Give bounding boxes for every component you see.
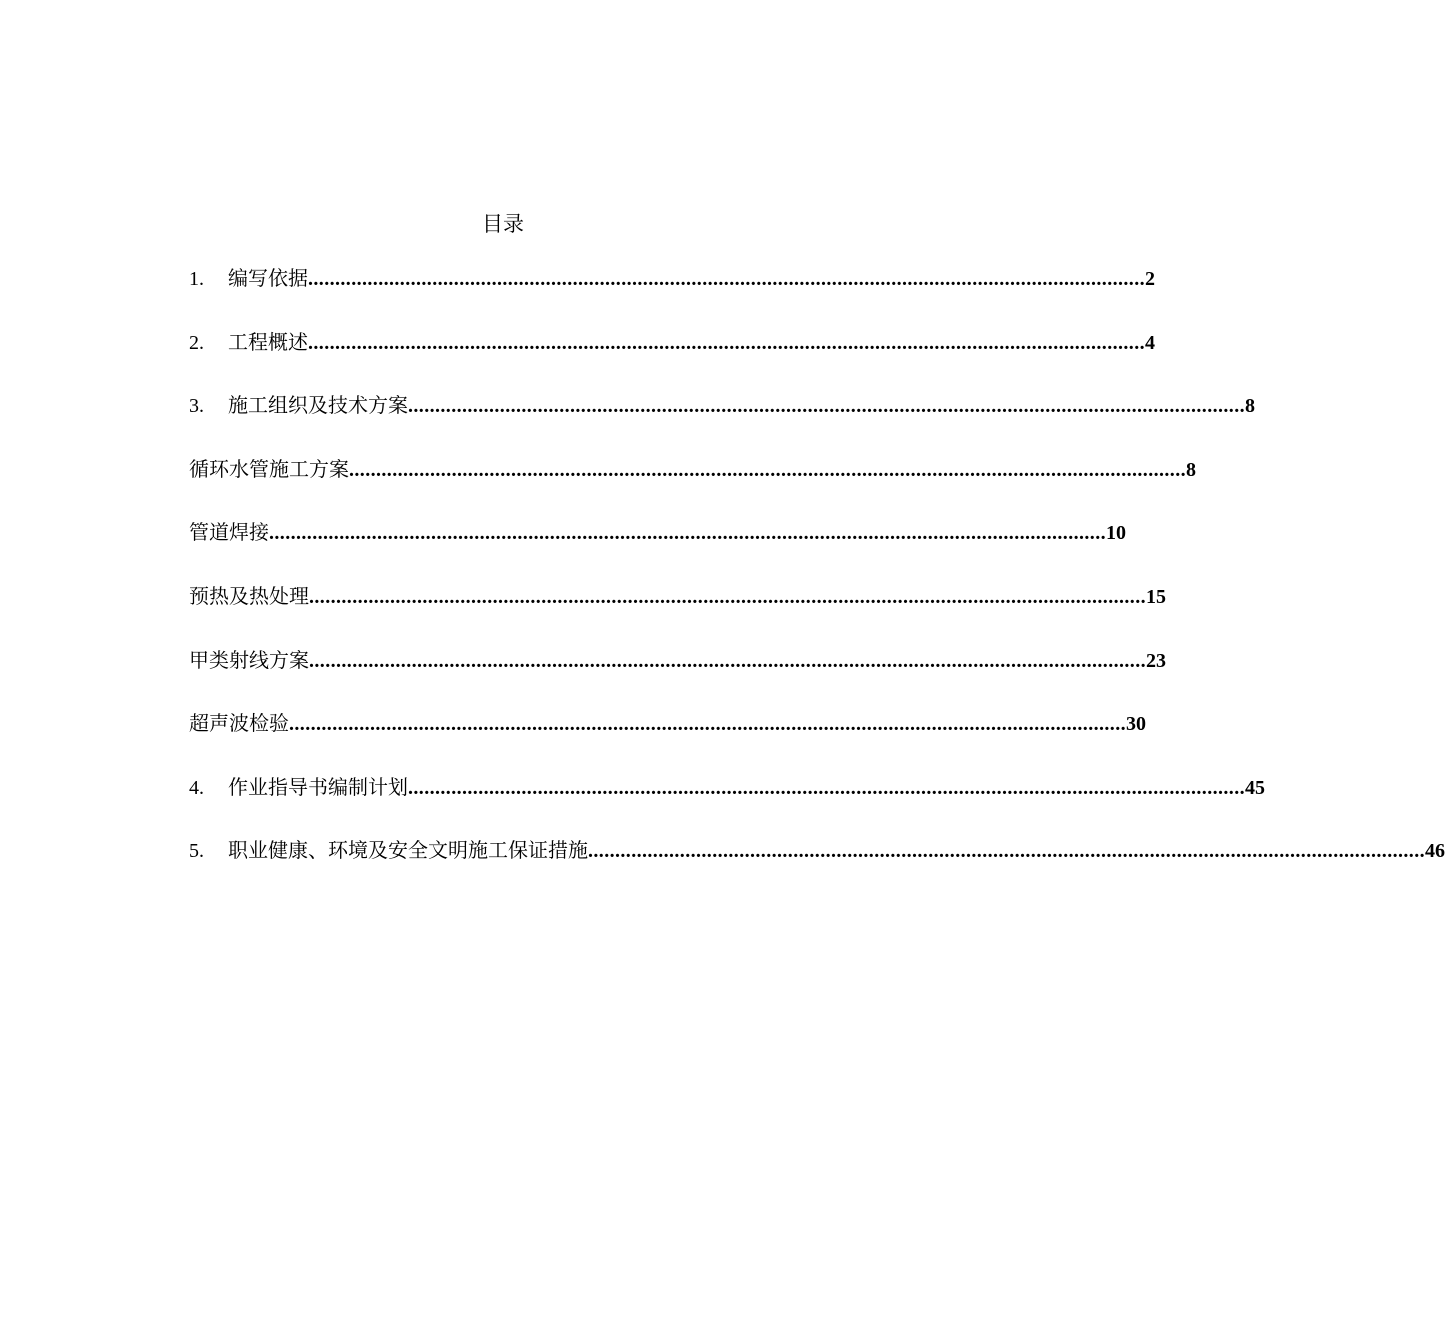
toc-entry-label: 预热及热处理: [189, 583, 309, 608]
toc-entry[interactable]: [189, 263, 1155, 327]
toc-entry-number: 3.: [189, 395, 204, 418]
toc-entry-page: 23: [1146, 649, 1166, 672]
toc-entry[interactable]: [189, 454, 1196, 518]
toc-entry-page: 8: [1186, 458, 1196, 481]
toc-entry-label: 施工组织及技术方案: [228, 393, 408, 418]
toc-entry-label: 编写依据: [228, 266, 308, 290]
toc-entry[interactable]: [189, 835, 1445, 899]
toc-entry[interactable]: [189, 517, 1126, 581]
toc-entry-page: 46: [1425, 840, 1445, 863]
toc-entry-label: 职业健康、环境及安全文明施工保证措施: [228, 838, 588, 863]
toc-entry-number: 2.: [189, 331, 204, 354]
toc-dot-leader: ...........................................................................................................................................................: [309, 585, 1146, 608]
toc-dot-leader: ...........................................................................................................................................................: [588, 840, 1425, 863]
toc-entry-page: 15: [1146, 585, 1166, 608]
toc-dot-leader: ...........................................................................................................................................................: [408, 776, 1245, 799]
toc-dot-leader: ...........................................................................................................................................................: [308, 268, 1145, 290]
toc-entry-label: 作业指导书编制计划: [228, 774, 408, 799]
toc-entry[interactable]: [189, 581, 1166, 645]
toc-entry[interactable]: [189, 390, 1255, 454]
toc-entry-page: 2: [1145, 268, 1155, 290]
toc-entry-page: 30: [1126, 713, 1146, 736]
toc-title: 目录: [482, 212, 524, 236]
toc-dot-leader: ...........................................................................................................................................................: [309, 649, 1146, 672]
toc-entry-page: 4: [1145, 331, 1155, 354]
toc-dot-leader: ...........................................................................................................................................................: [308, 331, 1145, 354]
toc-entry-label: 工程概述: [228, 329, 308, 354]
toc-dot-leader: ...........................................................................................................................................................: [408, 395, 1245, 418]
toc-entry-label: 管道焊接: [189, 520, 269, 545]
toc-entry[interactable]: [189, 645, 1166, 709]
toc-dot-leader: ...........................................................................................................................................................: [349, 458, 1186, 481]
toc-list: [189, 263, 1445, 899]
toc-entry-label: 循环水管施工方案: [189, 456, 349, 481]
toc-entry-number: 4.: [189, 776, 204, 799]
toc-entry[interactable]: [189, 708, 1146, 772]
toc-entry[interactable]: [189, 772, 1265, 836]
toc-dot-leader: ...........................................................................................................................................................: [269, 522, 1106, 545]
toc-entry[interactable]: [189, 327, 1155, 391]
toc-entry-number: 1.: [189, 268, 204, 290]
toc-dot-leader: ...........................................................................................................................................................: [289, 713, 1126, 736]
toc-entry-label: 甲类射线方案: [189, 647, 309, 672]
toc-entry-page: 8: [1245, 395, 1255, 418]
toc-entry-page: 45: [1245, 776, 1265, 799]
toc-entry-label: 超声波检验: [189, 711, 289, 736]
toc-entry-number: 5.: [189, 840, 204, 863]
toc-entry-page: 10: [1106, 522, 1126, 545]
